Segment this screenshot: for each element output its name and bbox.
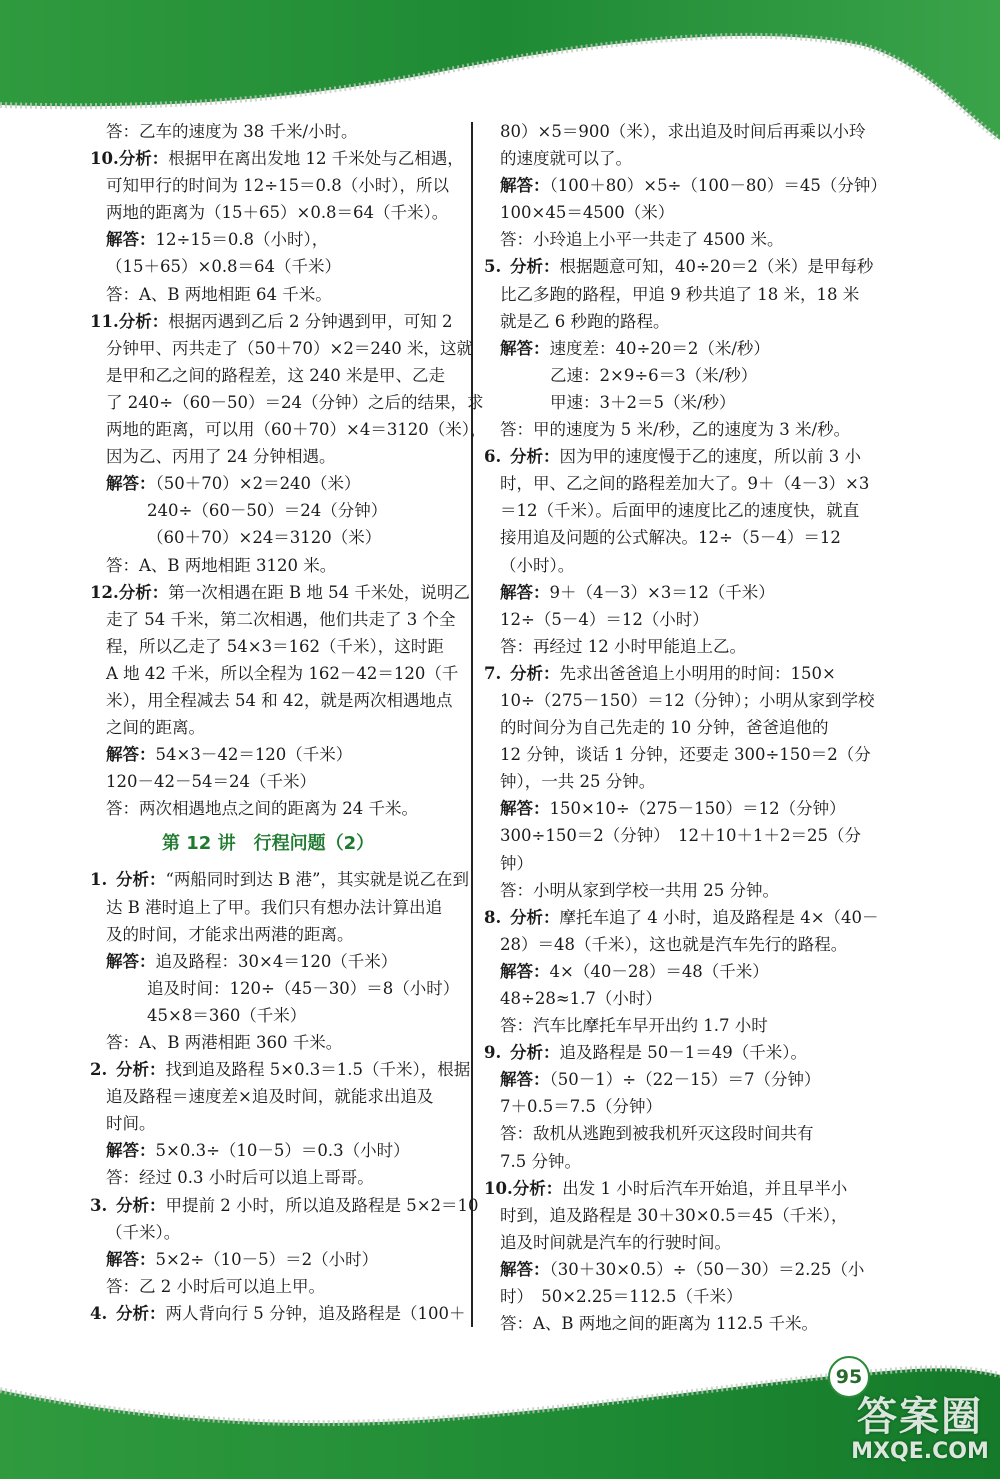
text-line: 答：再经过 12 小时甲能追上乙。 bbox=[500, 636, 746, 656]
text-line: 答：A、B 两地相距 64 千米。 bbox=[106, 284, 332, 304]
watermark-title: 答案圈 bbox=[857, 1394, 983, 1440]
analysis-label: 分析： bbox=[118, 149, 169, 169]
text-line: 追及路程＝速度差×追及时间，就能求出追及 bbox=[106, 1087, 434, 1107]
column-divider bbox=[471, 122, 473, 1327]
text-line: （60＋70）×24＝3120（米） bbox=[147, 528, 382, 548]
answer-label: 解答： bbox=[500, 799, 550, 819]
problem-number: 11. bbox=[90, 311, 119, 331]
text-line: 根据丙遇到乙后 2 分钟遇到甲，可知 2 bbox=[168, 311, 453, 331]
text-line: 时，甲、乙之间的路程差加大了。9＋（4－3）×3 bbox=[500, 474, 870, 494]
answer-label: 解答： bbox=[106, 745, 156, 765]
text-line: 追及路程：30×4＝120（千米） bbox=[155, 951, 398, 971]
answer-line bbox=[484, 958, 874, 985]
text-line: 的速度就可以了。 bbox=[500, 149, 632, 169]
text-line: 时间。 bbox=[106, 1114, 156, 1134]
problem-10-analysis bbox=[484, 1175, 874, 1202]
analysis-label: 分析： bbox=[116, 1060, 166, 1080]
text-line: 答：乙车的速度为 38 千米/小时。 bbox=[106, 122, 358, 141]
text-line: 48÷28≈1.7（小时） bbox=[500, 989, 662, 1008]
analysis-label: 分析： bbox=[116, 870, 166, 890]
text-line: 根据题意可知，40÷20＝2（米）是甲每秒 bbox=[559, 257, 874, 277]
text-line: 米），用全程减去 54 和 42，就是两次相遇地点 bbox=[106, 690, 453, 710]
analysis-label: 分析： bbox=[118, 582, 169, 602]
text-line: 摩托车追了 4 小时，追及路程是 4×（40－ bbox=[559, 907, 879, 927]
text-line: 5×2÷（10－5）＝2（小时） bbox=[155, 1249, 379, 1269]
problem-number: 2. bbox=[90, 1060, 108, 1080]
problem-number: 8. bbox=[484, 907, 502, 927]
text-line: 比乙多跑的路程，甲追 9 秒共追了 18 米，18 米 bbox=[500, 284, 860, 304]
problem-5-analysis bbox=[484, 253, 874, 280]
answer-label: 解答： bbox=[500, 1259, 550, 1279]
text-line: 走了 54 千米，第二次相遇，他们共走了 3 个全 bbox=[106, 609, 456, 629]
answer-line bbox=[484, 172, 887, 199]
analysis-label: 分析： bbox=[510, 257, 560, 277]
answer-line bbox=[484, 579, 874, 606]
problem-10-analysis bbox=[90, 145, 465, 172]
problem-number: 5. bbox=[484, 257, 502, 277]
problem-number: 3. bbox=[90, 1195, 108, 1215]
text-line: 150×10÷（275－150）＝12（分钟） bbox=[549, 799, 846, 819]
text-line: 追及路程是 50－1＝49（千米）。 bbox=[559, 1043, 807, 1063]
problem-number: 7. bbox=[484, 663, 502, 683]
problem-number: 4. bbox=[90, 1303, 108, 1323]
text-line: 时） 50×2.25＝112.5（千米） bbox=[500, 1287, 743, 1307]
answer-label: 解答： bbox=[500, 338, 550, 358]
text-line: 答：敌机从逃跑到被我机歼灭这段时间共有 bbox=[500, 1124, 814, 1144]
text-line: 答：A、B 两港相距 360 千米。 bbox=[106, 1033, 343, 1052]
analysis-label: 分析： bbox=[512, 1178, 563, 1198]
answer-line bbox=[484, 335, 874, 362]
text-line: 10÷（275－150）＝12（分钟）；小明从家到学校 bbox=[500, 690, 875, 710]
answer-label: 解答： bbox=[106, 951, 156, 971]
problem-6-analysis bbox=[484, 443, 874, 470]
answer-line bbox=[484, 795, 874, 822]
answer-label: 解答： bbox=[106, 230, 156, 250]
text-line: （50＋70）×2＝240（米） bbox=[155, 474, 361, 494]
text-line: 追及时间：120÷（45－30）＝8（小时） bbox=[147, 978, 460, 998]
problem-7-analysis bbox=[484, 660, 874, 687]
text-line: 答：小明从家到学校一共用 25 分钟。 bbox=[500, 880, 779, 900]
text-line: 28）＝48（千米），这也就是汽车先行的路程。 bbox=[500, 934, 848, 954]
problem-8-analysis bbox=[484, 904, 879, 931]
analysis-label: 分析： bbox=[510, 1043, 560, 1063]
watermark-logo bbox=[845, 1395, 995, 1465]
problem-number: 6. bbox=[484, 447, 502, 467]
answer-line bbox=[90, 1137, 465, 1164]
text-line: 240÷（60－50）＝24（分钟） bbox=[147, 501, 388, 521]
text-line: 9＋（4－3）×3＝12（千米） bbox=[549, 582, 775, 602]
text-line: 因为乙、丙用了 24 分钟相遇。 bbox=[106, 447, 336, 467]
text-line: 达 B 港时追上了甲。我们只有想办法计算出追 bbox=[106, 897, 443, 917]
problem-number: 1. bbox=[90, 870, 108, 890]
text-line: （15＋65）×0.8＝64（千米） bbox=[106, 257, 342, 277]
analysis-label: 分析： bbox=[510, 663, 560, 683]
analysis-label: 分析： bbox=[510, 907, 560, 927]
text-line: 答：A、B 两地之间的距离为 112.5 千米。 bbox=[500, 1314, 819, 1334]
text-line: 5×0.3÷（10－5）＝0.3（小时） bbox=[155, 1141, 410, 1161]
answer-label: 解答： bbox=[500, 1070, 550, 1090]
text-line: 45×8＝360（千米） bbox=[147, 1005, 307, 1025]
text-line: 程，所以乙走了 54×3＝162（千米），这时距 bbox=[106, 636, 444, 656]
problem-9-analysis bbox=[484, 1039, 874, 1066]
text-line: 出发 1 小时后汽车开始追，并且早半小 bbox=[562, 1178, 848, 1198]
answer-line bbox=[484, 1066, 874, 1093]
text-line: 先求出爸爸追上小明用的时间：150× bbox=[559, 663, 836, 683]
answer-label: 解答： bbox=[106, 1141, 156, 1161]
text-line: 了 240÷（60－50）＝24（分钟）之后的结果，求 bbox=[106, 392, 484, 412]
problem-11-analysis bbox=[90, 308, 465, 335]
right-column bbox=[484, 118, 887, 1337]
text-line: 分钟甲、丙共走了（50＋70）×2＝240 米，这就 bbox=[106, 338, 474, 358]
text-line: 钟） bbox=[500, 853, 533, 873]
text-line: 两人背向行 5 分钟，追及路程是（100＋ bbox=[165, 1303, 466, 1323]
text-line: 追及时间就是汽车的行驶时间。 bbox=[500, 1232, 731, 1252]
problem-1-analysis bbox=[90, 866, 469, 893]
answer-label: 解答： bbox=[500, 582, 550, 602]
text-line: （30＋30×0.5）÷（50－30）＝2.25（小 bbox=[549, 1259, 865, 1279]
text-line: A 地 42 千米，所以全程为 162－42＝120（千 bbox=[106, 663, 459, 683]
text-line: 4×（40－28）＝48（千米） bbox=[549, 961, 769, 981]
text-line: 答：乙 2 小时后可以追上甲。 bbox=[106, 1276, 325, 1296]
text-line: （小时）。 bbox=[500, 555, 575, 575]
text-line: 第一次相遇在距 B 地 54 千米处，说明乙 bbox=[168, 582, 470, 602]
text-line: 甲速：3＋2＝5（米/秒） bbox=[550, 392, 736, 412]
text-line: 答：A、B 两地相距 3120 米。 bbox=[106, 555, 337, 575]
text-line: 是甲和乙之间的路程差，这 240 米是甲、乙走 bbox=[106, 365, 445, 385]
watermark-url: MXQE.COM bbox=[851, 1439, 989, 1464]
problem-number: 9. bbox=[484, 1043, 502, 1063]
text-line: 7.5 分钟。 bbox=[500, 1151, 581, 1171]
analysis-label: 分析： bbox=[118, 311, 169, 331]
text-line: 速度差：40÷20＝2（米/秒） bbox=[549, 338, 770, 358]
analysis-label: 分析： bbox=[510, 447, 560, 467]
problem-2-analysis bbox=[90, 1056, 471, 1083]
text-line: 两地的距离为（15＋65）×0.8＝64（千米）。 bbox=[106, 203, 449, 223]
text-line: （50－1）÷（22－15）＝7（分钟） bbox=[549, 1070, 821, 1090]
text-line: ＝12（千米）。后面甲的速度比乙的速度快，就直 bbox=[500, 501, 860, 521]
text-line: 答：甲的速度为 5 米/秒，乙的速度为 3 米/秒。 bbox=[500, 420, 851, 440]
text-line: 12÷（5－4）＝12（小时） bbox=[500, 609, 709, 629]
text-line: 两地的距离，可以用（60＋70）×4＝3120（米）， bbox=[106, 420, 487, 440]
text-line: 及的时间，才能求出两港的距离。 bbox=[106, 924, 354, 944]
section-title: 第 12 讲 行程问题（2） bbox=[162, 833, 375, 855]
text-line: 乙速：2×9÷6＝3（米/秒） bbox=[550, 365, 758, 385]
text-line: 可知甲行的时间为 12÷15＝0.8（小时），所以 bbox=[106, 176, 450, 196]
text-line: （千米）。 bbox=[106, 1222, 181, 1242]
page-number-badge: 95 bbox=[828, 1356, 870, 1398]
text-line: 答：小玲追上小平一共走了 4500 米。 bbox=[500, 230, 784, 250]
analysis-label: 分析： bbox=[116, 1303, 166, 1323]
text-line: 54×3－42＝120（千米） bbox=[155, 745, 353, 765]
answer-label: 解答： bbox=[106, 474, 156, 494]
problem-number: 10. bbox=[90, 149, 119, 169]
answer-line bbox=[90, 1246, 465, 1273]
text-line: 答：经过 0.3 小时后可以追上哥哥。 bbox=[106, 1168, 374, 1188]
answer-label: 解答： bbox=[500, 961, 550, 981]
answer-label: 解答： bbox=[500, 176, 550, 196]
left-column bbox=[90, 118, 487, 1327]
problem-4-analysis bbox=[90, 1300, 465, 1327]
text-line: “两船同时到达 B 港”，其实就是说乙在到 bbox=[165, 870, 469, 890]
analysis-label: 分析： bbox=[116, 1195, 166, 1215]
text-line: 时到，追及路程是 30＋30×0.5＝45（千米）， bbox=[500, 1205, 848, 1225]
answer-label: 解答： bbox=[106, 1249, 156, 1269]
text-line: 7＋0.5＝7.5（分钟） bbox=[500, 1097, 662, 1117]
text-line: 的时间分为自己先走的 10 分钟，爸爸追他的 bbox=[500, 718, 829, 738]
text-line: 答：两次相遇地点之间的距离为 24 千米。 bbox=[106, 799, 418, 819]
answer-line bbox=[90, 470, 465, 497]
text-line: 100×45＝4500（米） bbox=[500, 203, 675, 223]
text-line: （100＋80）×5÷（100－80）＝45（分钟） bbox=[549, 176, 887, 196]
problem-12-analysis bbox=[90, 579, 470, 606]
text-line: 钟），一共 25 分钟。 bbox=[500, 772, 656, 792]
problem-number: 12. bbox=[90, 582, 119, 602]
text-line: 根据甲在离出发地 12 千米处与乙相遇， bbox=[168, 149, 464, 169]
text-line: 找到追及路程 5×0.3＝1.5（千米），根据 bbox=[165, 1060, 471, 1080]
answer-line bbox=[484, 1256, 874, 1283]
text-line: 之间的距离。 bbox=[106, 718, 205, 738]
text-line: 接用追及问题的公式解决。12÷（5－4）＝12 bbox=[500, 528, 841, 548]
text-line: 甲提前 2 小时，所以追及路程是 5×2＝10 bbox=[165, 1195, 479, 1215]
text-line: 12 分钟，谈话 1 分钟，还要走 300÷150＝2（分 bbox=[500, 745, 871, 765]
text-line: 就是乙 6 秒跑的路程。 bbox=[500, 311, 670, 331]
problem-number: 10. bbox=[484, 1178, 513, 1198]
text-line: 答：汽车比摩托车早开出约 1.7 小时 bbox=[500, 1016, 768, 1036]
text-line: 120－42－54＝24（千米） bbox=[106, 772, 316, 792]
text-line: 300÷150＝2（分钟） 12＋10＋1＋2＝25（分 bbox=[500, 826, 862, 846]
problem-3-analysis bbox=[90, 1192, 479, 1219]
answer-line bbox=[90, 741, 465, 768]
text-line: 80）×5＝900（米），求出追及时间后再乘以小玲 bbox=[500, 122, 866, 141]
answer-line bbox=[90, 226, 465, 253]
answer-line bbox=[90, 948, 465, 975]
text-line: 12÷15＝0.8（小时）， bbox=[155, 230, 329, 250]
text-line: 因为甲的速度慢于乙的速度，所以前 3 小 bbox=[559, 447, 861, 467]
